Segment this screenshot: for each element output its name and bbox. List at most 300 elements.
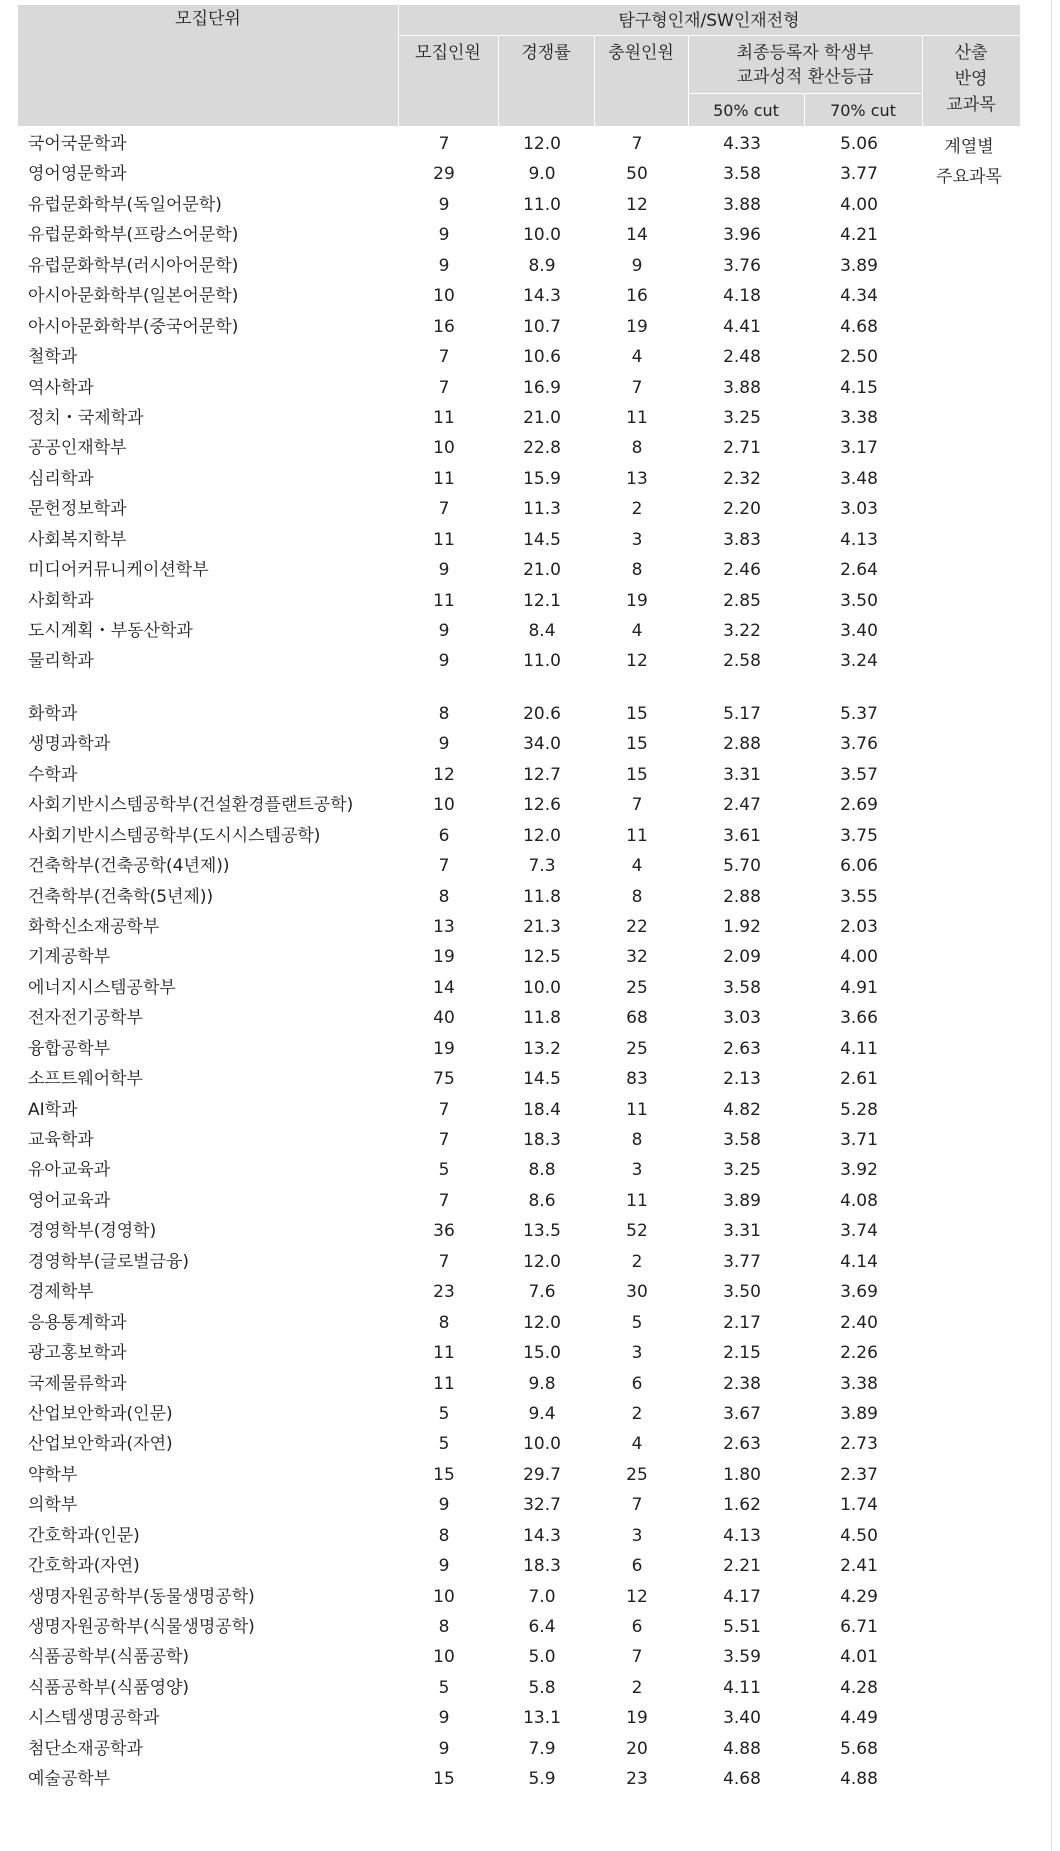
- department-name: 사회기반시스템공학부(건설환경플랜트공학): [28, 795, 354, 816]
- ratio-cell: 9.0: [528, 164, 556, 185]
- ratio-cell: 8.9: [528, 255, 556, 276]
- table-row: [18, 1095, 1020, 1125]
- quota-cell: 16: [433, 316, 455, 337]
- cut70-cell: 5.37: [840, 703, 878, 724]
- table-row: [18, 851, 1020, 881]
- cut70-cell: 4.08: [840, 1190, 878, 1211]
- cut50-cell: 2.71: [723, 438, 761, 459]
- cut50-cell: 4.82: [723, 1099, 761, 1120]
- header-divider: [398, 35, 1020, 36]
- extra-cell: 12: [626, 194, 648, 215]
- quota-cell: 9: [438, 560, 450, 581]
- cut70-cell: 2.61: [840, 1069, 878, 1090]
- cut70-cell: 4.00: [840, 194, 878, 215]
- cut50-cell: 3.25: [723, 407, 761, 428]
- cut50-cell: 3.25: [723, 1160, 761, 1181]
- cut50-cell: 3.67: [723, 1403, 761, 1424]
- extra-cell: 25: [626, 1464, 648, 1485]
- extra-cell: 7: [631, 1647, 643, 1668]
- department-name: 건축학부(건축학(5년제)): [28, 886, 214, 907]
- ratio-cell: 7.9: [528, 1738, 556, 1759]
- department-name: 정치・국제학과: [28, 407, 144, 428]
- quota-cell: 7: [438, 377, 450, 398]
- table-row: [18, 699, 1020, 729]
- cut70-cell: 4.88: [840, 1769, 878, 1790]
- ratio-cell: 16.9: [523, 377, 561, 398]
- department-name: 심리학과: [28, 468, 94, 489]
- table-row: [18, 190, 1020, 220]
- quota-cell: 11: [433, 529, 455, 550]
- table-row: [18, 555, 1020, 585]
- quota-cell: 75: [433, 1069, 455, 1090]
- cut50-cell: 5.17: [723, 703, 761, 724]
- extra-cell: 4: [631, 1434, 643, 1455]
- extra-cell: 50: [626, 164, 648, 185]
- table-row: [18, 1125, 1020, 1155]
- quota-cell: 9: [438, 1738, 450, 1759]
- table-row: [18, 1734, 1020, 1764]
- cut70-cell: 2.26: [840, 1343, 878, 1364]
- cut50-cell: 2.32: [723, 468, 761, 489]
- ratio-cell: 12.0: [523, 1251, 561, 1272]
- extra-cell: 15: [626, 734, 648, 755]
- cut70-cell: 3.03: [840, 499, 878, 520]
- cut50-cell: 2.88: [723, 734, 761, 755]
- cut50-cell: 3.31: [723, 1221, 761, 1242]
- cut50-cell: 3.59: [723, 1647, 761, 1668]
- ratio-cell: 5.0: [528, 1647, 556, 1668]
- cut70-cell: 5.06: [840, 134, 878, 154]
- table-row: [18, 729, 1020, 759]
- ratio-cell: 11.8: [523, 1008, 561, 1029]
- extra-cell: 4: [631, 621, 643, 641]
- table-row: [18, 646, 1020, 676]
- cut50-cell: 4.11: [723, 1677, 761, 1698]
- quota-cell: 14: [433, 977, 455, 998]
- extra-cell: 12: [626, 1586, 648, 1607]
- cut50-cell: 1.80: [723, 1464, 761, 1485]
- cut70-cell: 2.64: [840, 560, 878, 581]
- table-row: [18, 821, 1020, 851]
- quota-cell: 9: [438, 734, 450, 755]
- cut70-cell: 3.17: [840, 438, 878, 459]
- quota-cell: 13: [433, 916, 455, 937]
- table-row: [18, 912, 1020, 942]
- cut70-cell: 4.11: [840, 1038, 878, 1059]
- department-name: 유럽문화학부(독일어문학): [28, 194, 222, 215]
- table-row: [18, 1764, 1020, 1794]
- quota-cell: 10: [433, 1586, 455, 1607]
- cut50-cell: 4.17: [723, 1586, 761, 1607]
- ratio-cell: 32.7: [523, 1495, 561, 1516]
- cut50-cell: 3.40: [723, 1708, 761, 1729]
- extra-cell: 5: [631, 1312, 643, 1333]
- department-name: 유럽문화학부(프랑스어문학): [28, 225, 239, 246]
- quota-cell: 7: [438, 1130, 450, 1150]
- cut50-cell: 3.88: [723, 194, 761, 215]
- table-row: [18, 220, 1020, 250]
- cut70-cell: 4.13: [840, 529, 878, 550]
- extra-cell: 19: [626, 316, 648, 337]
- subject-note-line2: 주요과목: [936, 167, 1002, 187]
- extra-cell: 19: [626, 1708, 648, 1729]
- ratio-cell: 7.6: [528, 1282, 556, 1303]
- quota-cell: 8: [438, 1312, 450, 1333]
- table-row: [18, 760, 1020, 790]
- ratio-cell: 10.0: [523, 225, 561, 246]
- cut50-cell: 3.83: [723, 529, 761, 550]
- quota-cell: 8: [438, 1617, 450, 1637]
- table-row: [18, 1155, 1020, 1185]
- cut50-cell: 3.61: [723, 825, 761, 846]
- department-name: 경제학부: [28, 1282, 94, 1303]
- department-name: 사회복지학부: [28, 529, 127, 550]
- cut50-cell: 2.15: [723, 1343, 761, 1364]
- table-row: [18, 1551, 1020, 1581]
- extra-cell: 7: [631, 134, 643, 154]
- header-grade-line2: 교과성적 환산등급: [736, 67, 874, 87]
- ratio-cell: 22.8: [523, 438, 561, 459]
- subject-note-line1: 계열별: [944, 137, 994, 157]
- extra-cell: 23: [626, 1769, 648, 1790]
- department-name: 기계공학부: [28, 947, 111, 968]
- table-row: [18, 1308, 1020, 1338]
- cut70-cell: 2.50: [840, 347, 878, 368]
- header-cut70: 70% cut: [830, 101, 896, 120]
- cut70-cell: 3.38: [840, 407, 878, 428]
- ratio-cell: 8.8: [528, 1160, 556, 1181]
- quota-cell: 7: [438, 347, 450, 368]
- table-row: [18, 1612, 1020, 1642]
- ratio-cell: 15.0: [523, 1343, 561, 1364]
- ratio-cell: 21.0: [523, 407, 561, 428]
- table-row: [18, 1703, 1020, 1733]
- table-row: [18, 1216, 1020, 1246]
- quota-cell: 10: [433, 1647, 455, 1668]
- quota-cell: 5: [438, 1677, 450, 1698]
- extra-cell: 8: [631, 560, 643, 581]
- department-name: 식품공학부(식품공학): [28, 1647, 190, 1668]
- quota-cell: 11: [433, 1373, 455, 1394]
- cut50-cell: 3.76: [723, 255, 761, 276]
- department-name: 에너지시스템공학부: [28, 977, 176, 998]
- cut70-cell: 3.89: [840, 255, 878, 276]
- ratio-cell: 7.0: [528, 1586, 556, 1607]
- cut70-cell: 1.74: [840, 1495, 878, 1516]
- quota-cell: 10: [433, 795, 455, 816]
- quota-cell: 9: [438, 255, 450, 276]
- ratio-cell: 12.0: [523, 1312, 561, 1333]
- quota-cell: 10: [433, 286, 455, 307]
- extra-cell: 4: [631, 347, 643, 368]
- table-row: [18, 790, 1020, 820]
- table-row: [18, 403, 1020, 433]
- extra-cell: 22: [626, 916, 648, 937]
- header-quota: 모집인원: [415, 43, 481, 63]
- department-name: 교육학과: [28, 1130, 94, 1150]
- cut70-cell: 4.49: [840, 1708, 878, 1729]
- cut50-cell: 3.58: [723, 164, 761, 185]
- quota-cell: 7: [438, 1190, 450, 1211]
- extra-cell: 2: [631, 1251, 643, 1272]
- ratio-cell: 11.3: [523, 499, 561, 520]
- ratio-cell: 12.7: [523, 764, 561, 785]
- table-row: [18, 159, 1020, 189]
- table-row: [18, 1064, 1020, 1094]
- department-name: 사회학과: [28, 590, 94, 611]
- department-name: 도시계획・부동산학과: [28, 621, 193, 641]
- ratio-cell: 29.7: [523, 1464, 561, 1485]
- table-row: [18, 1338, 1020, 1368]
- extra-cell: 8: [631, 886, 643, 907]
- cut50-cell: 4.68: [723, 1769, 761, 1790]
- table-row: [18, 129, 1020, 159]
- cut70-cell: 4.14: [840, 1251, 878, 1272]
- quota-cell: 9: [438, 225, 450, 246]
- cut50-cell: 3.58: [723, 977, 761, 998]
- extra-cell: 19: [626, 590, 648, 611]
- cut70-cell: 3.24: [840, 651, 878, 672]
- table-row: [18, 1277, 1020, 1307]
- table-row: [18, 494, 1020, 524]
- department-name: AI학과: [28, 1099, 78, 1120]
- extra-cell: 11: [626, 825, 648, 846]
- cut70-cell: 2.37: [840, 1464, 878, 1485]
- cut70-cell: 4.28: [840, 1677, 878, 1698]
- cut50-cell: 4.88: [723, 1738, 761, 1759]
- department-name: 국제물류학과: [28, 1373, 127, 1394]
- extra-cell: 20: [626, 1738, 648, 1759]
- cut70-cell: 4.34: [840, 286, 878, 307]
- department-name: 경영학부(경영학): [28, 1221, 157, 1242]
- cut50-cell: 2.21: [723, 1556, 761, 1577]
- table-row: [18, 1673, 1020, 1703]
- department-name: 아시아문화학부(중국어문학): [28, 316, 239, 337]
- quota-cell: 11: [433, 590, 455, 611]
- department-name: 화학과: [28, 703, 78, 724]
- ratio-cell: 11.0: [523, 194, 561, 215]
- cut50-cell: 3.88: [723, 377, 761, 398]
- table-row: [18, 464, 1020, 494]
- cut50-cell: 2.17: [723, 1312, 761, 1333]
- extra-cell: 52: [626, 1221, 648, 1242]
- department-name: 사회기반시스템공학부(도시시스템공학): [28, 825, 321, 846]
- quota-cell: 6: [438, 825, 450, 846]
- ratio-cell: 8.4: [528, 621, 556, 641]
- ratio-cell: 12.0: [523, 134, 561, 154]
- department-name: 산업보안학과(인문): [28, 1403, 173, 1424]
- quota-cell: 9: [438, 1495, 450, 1516]
- ratio-cell: 34.0: [523, 734, 561, 755]
- quota-cell: 9: [438, 194, 450, 215]
- quota-cell: 8: [438, 886, 450, 907]
- cut50-cell: 2.63: [723, 1434, 761, 1455]
- table-row: [18, 1521, 1020, 1551]
- extra-cell: 15: [626, 703, 648, 724]
- header-unit: 모집단위: [175, 9, 241, 29]
- ratio-cell: 14.3: [523, 286, 561, 307]
- department-name: 광고홍보학과: [28, 1343, 127, 1364]
- cut70-cell: 2.69: [840, 795, 878, 816]
- extra-cell: 3: [631, 529, 643, 550]
- extra-cell: 7: [631, 377, 643, 398]
- table-row: [18, 342, 1020, 372]
- table-row: [18, 1642, 1020, 1672]
- ratio-cell: 11.0: [523, 651, 561, 672]
- ratio-cell: 9.4: [528, 1403, 556, 1424]
- quota-cell: 5: [438, 1403, 450, 1424]
- cut50-cell: 4.18: [723, 286, 761, 307]
- table-row: [18, 942, 1020, 972]
- quota-cell: 40: [433, 1008, 455, 1029]
- ratio-cell: 13.5: [523, 1221, 561, 1242]
- header-divider: [688, 93, 922, 94]
- cut70-cell: 3.55: [840, 886, 878, 907]
- header-extra: 충원인원: [608, 43, 674, 63]
- cut70-cell: 3.74: [840, 1221, 878, 1242]
- cut50-cell: 3.89: [723, 1190, 761, 1211]
- cut70-cell: 3.76: [840, 734, 878, 755]
- department-name: 식품공학부(식품영양): [28, 1677, 190, 1698]
- cut50-cell: 2.09: [723, 947, 761, 968]
- quota-cell: 23: [433, 1282, 455, 1303]
- quota-cell: 5: [438, 1434, 450, 1455]
- quota-cell: 19: [433, 1038, 455, 1059]
- ratio-cell: 6.4: [528, 1617, 556, 1637]
- table-row: [18, 616, 1020, 646]
- quota-cell: 5: [438, 1160, 450, 1181]
- cut70-cell: 5.68: [840, 1738, 878, 1759]
- cut70-cell: 4.29: [840, 1586, 878, 1607]
- department-name: 문헌정보학과: [28, 499, 127, 520]
- cut50-cell: 3.31: [723, 764, 761, 785]
- extra-cell: 68: [626, 1008, 648, 1029]
- quota-cell: 9: [438, 651, 450, 672]
- cut50-cell: 3.96: [723, 225, 761, 246]
- cut70-cell: 3.57: [840, 764, 878, 785]
- quota-cell: 7: [438, 1099, 450, 1120]
- extra-cell: 25: [626, 977, 648, 998]
- cut50-cell: 5.51: [723, 1617, 761, 1637]
- cut70-cell: 4.50: [840, 1525, 878, 1546]
- table-row: [18, 1460, 1020, 1490]
- cut70-cell: 3.77: [840, 164, 878, 185]
- cut50-cell: 2.38: [723, 1373, 761, 1394]
- extra-cell: 30: [626, 1282, 648, 1303]
- table-row: [18, 433, 1020, 463]
- cut50-cell: 1.92: [723, 916, 761, 937]
- ratio-cell: 14.3: [523, 1525, 561, 1546]
- table-body: [18, 129, 1020, 1795]
- quota-cell: 12: [433, 764, 455, 785]
- ratio-cell: 10.7: [523, 316, 561, 337]
- quota-cell: 7: [438, 499, 450, 520]
- cut50-cell: 2.63: [723, 1038, 761, 1059]
- table-row: [18, 1582, 1020, 1612]
- cut70-cell: 3.48: [840, 468, 878, 489]
- cut70-cell: 6.06: [840, 856, 878, 877]
- department-name: 역사학과: [28, 377, 94, 398]
- ratio-cell: 9.8: [528, 1373, 556, 1394]
- department-name: 물리학과: [28, 651, 94, 672]
- department-name: 약학부: [28, 1464, 78, 1485]
- table-row: [18, 1003, 1020, 1033]
- extra-cell: 8: [631, 1130, 643, 1150]
- extra-cell: 83: [626, 1069, 648, 1090]
- extra-cell: 25: [626, 1038, 648, 1059]
- cut50-cell: 3.50: [723, 1282, 761, 1303]
- extra-cell: 2: [631, 1677, 643, 1698]
- quota-cell: 8: [438, 1525, 450, 1546]
- table-row: [18, 373, 1020, 403]
- department-name: 수학과: [28, 764, 78, 785]
- quota-cell: 9: [438, 1708, 450, 1729]
- department-name: 간호학과(인문): [28, 1525, 140, 1546]
- quota-cell: 15: [433, 1769, 455, 1790]
- cut50-cell: 4.13: [723, 1525, 761, 1546]
- cut70-cell: 5.28: [840, 1099, 878, 1120]
- ratio-cell: 5.9: [528, 1769, 556, 1790]
- table-row: [18, 1429, 1020, 1459]
- extra-cell: 3: [631, 1343, 643, 1364]
- quota-cell: 36: [433, 1221, 455, 1242]
- table-row: [18, 1490, 1020, 1520]
- ratio-cell: 11.8: [523, 886, 561, 907]
- quota-cell: 9: [438, 621, 450, 641]
- department-name: 화학신소재공학부: [28, 916, 160, 937]
- cut70-cell: 2.03: [840, 916, 878, 937]
- extra-cell: 11: [626, 1190, 648, 1211]
- department-name: 예술공학부: [28, 1769, 111, 1790]
- table-row: [18, 1247, 1020, 1277]
- cut50-cell: 2.13: [723, 1069, 761, 1090]
- cut70-cell: 3.50: [840, 590, 878, 611]
- header-group: 탐구형인재/SW인재전형: [618, 11, 800, 31]
- ratio-cell: 10.0: [523, 1434, 561, 1455]
- table-row: [18, 251, 1020, 281]
- ratio-cell: 7.3: [528, 856, 556, 877]
- ratio-cell: 12.5: [523, 947, 561, 968]
- quota-cell: 8: [438, 703, 450, 724]
- department-name: 건축학부(건축공학(4년제)): [28, 856, 230, 877]
- extra-cell: 11: [626, 407, 648, 428]
- cut70-cell: 4.00: [840, 947, 878, 968]
- ratio-cell: 12.0: [523, 825, 561, 846]
- admissions-table: [18, 5, 1020, 1795]
- page-right-border: [1051, 0, 1052, 1851]
- ratio-cell: 18.4: [523, 1099, 561, 1120]
- quota-cell: 29: [433, 164, 455, 185]
- table-row: [18, 281, 1020, 311]
- department-name: 경영학부(글로벌금융): [28, 1251, 190, 1272]
- department-name: 아시아문화학부(일본어문학): [28, 286, 239, 307]
- cut70-cell: 3.69: [840, 1282, 878, 1303]
- table-row: [18, 586, 1020, 616]
- cut50-cell: 3.77: [723, 1251, 761, 1272]
- cut70-cell: 2.73: [840, 1434, 878, 1455]
- table-row: [18, 1369, 1020, 1399]
- ratio-cell: 10.0: [523, 977, 561, 998]
- department-name: 유럽문화학부(러시아어문학): [28, 255, 239, 276]
- extra-cell: 4: [631, 856, 643, 877]
- ratio-cell: 10.6: [523, 347, 561, 368]
- cut50-cell: 5.70: [723, 856, 761, 877]
- ratio-cell: 12.1: [523, 590, 561, 611]
- table-row: [18, 882, 1020, 912]
- extra-cell: 6: [631, 1373, 643, 1394]
- department-name: 첨단소재공학과: [28, 1738, 143, 1759]
- extra-cell: 11: [626, 1099, 648, 1120]
